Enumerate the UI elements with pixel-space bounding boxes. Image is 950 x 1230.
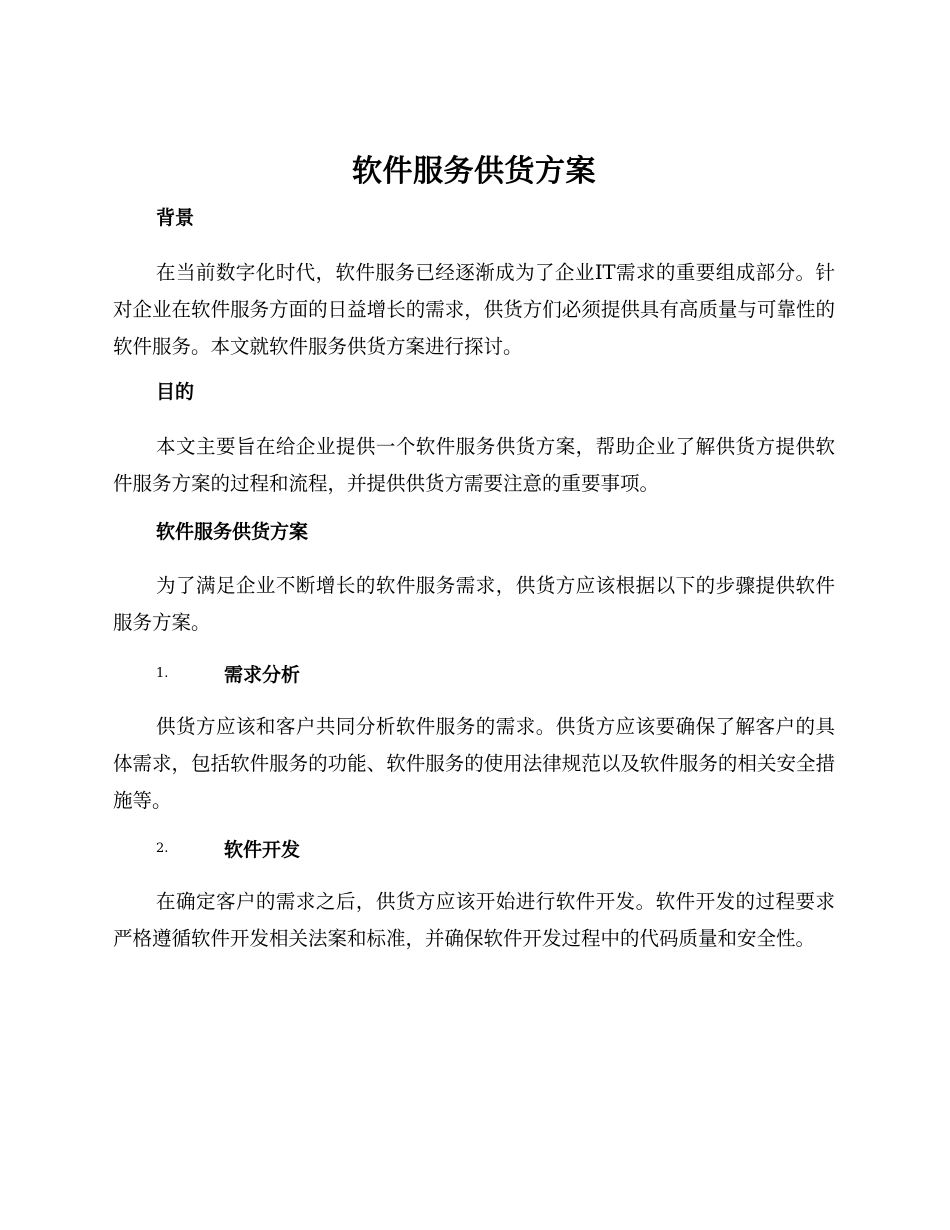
document-title: 软件服务供货方案 — [352, 154, 596, 189]
section-heading-background: 背景 — [156, 207, 195, 229]
section-heading-purpose: 目的 — [156, 381, 195, 403]
paragraph-background: 在当前数字化时代，软件服务已经逐渐成为了企业IT需求的重要组成部分。针对企业在软件服务方面的日益增长的需求，供货方们必须提供具有高质量与可靠性的软件服务。本文就软件服务供货方案进行探讨。 — [113, 261, 835, 358]
step-title: 软件开发 — [224, 838, 301, 861]
step-heading-development — [113, 834, 835, 862]
document-body — [113, 150, 835, 957]
section-heading-plan: 软件服务供货方案 — [156, 521, 309, 543]
paragraph-plan: 为了满足企业不断增长的软件服务需求，供货方应该根据以下的步骤提供软件服务方案。 — [113, 574, 835, 634]
step-number: 2. — [156, 840, 169, 856]
step-number: 1. — [156, 665, 169, 681]
step-title: 需求分析 — [224, 663, 301, 686]
paragraph-purpose: 本文主要旨在给企业提供一个软件服务供货方案，帮助企业了解供货方提供软件服务方案的过程和流程，并提供供货方需要注意的重要事项。 — [113, 435, 835, 495]
paragraph-step-development: 在确定客户的需求之后，供货方应该开始进行软件开发。软件开发的过程要求严格遵循软件开发相关法案和标准，并确保软件开发过程中的代码质量和安全性。 — [113, 890, 835, 950]
paragraph-step-requirements: 供货方应该和客户共同分析软件服务的需求。供货方应该要确保了解客户的具体需求，包括软件服务的功能、软件服务的使用法律规范以及软件服务的相关安全措施等。 — [113, 715, 835, 812]
step-heading-requirements — [113, 659, 835, 687]
